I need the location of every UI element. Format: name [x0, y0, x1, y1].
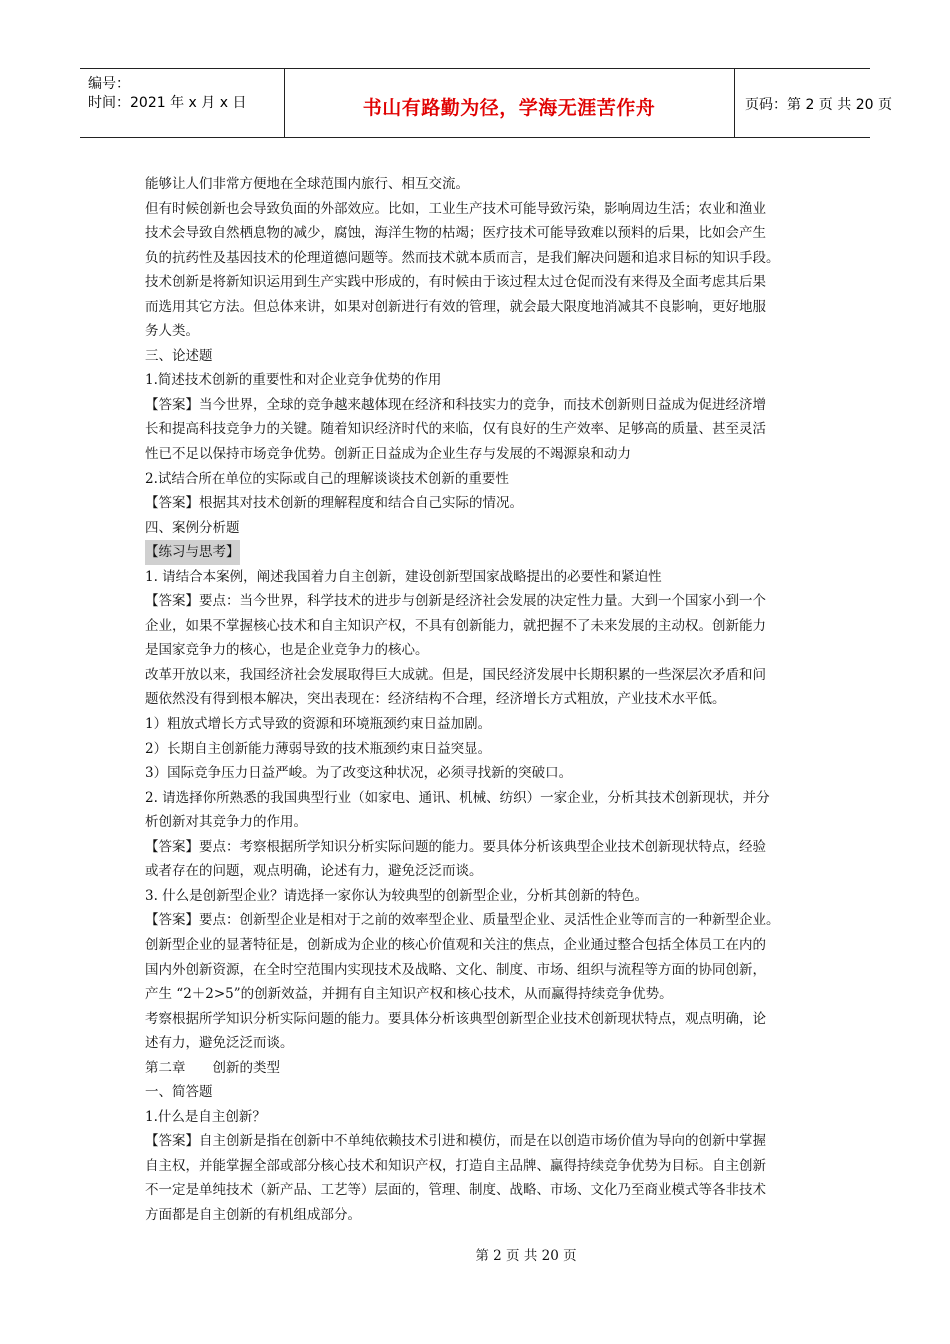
text-line — [145, 540, 810, 565]
line-text: 2. 请选择你所熟悉的我国典型行业（如家电、通讯、机械、纺织）一家企业，分析其技术创新现状，并分 — [145, 789, 770, 806]
footer-page-number: 第 2 页 共 20 页 — [475, 1248, 577, 1264]
text-line — [145, 958, 810, 983]
line-text: 不一定是单纯技术（新产品、工艺等）层面的，管理、制度、战略、市场、文化乃至商业模式等各非技术 — [145, 1182, 766, 1199]
line-text: 自主权，并能掌握全部或部分核心技术和知识产权，打造自主品牌、赢得持续竞争优势为目标。自主创新 — [145, 1157, 766, 1174]
line-text: 考察根据所学知识分析实际问题的能力。要具体分析该典型创新型企业技术创新现状特点，观点明确，论 — [145, 1010, 766, 1027]
text-line — [145, 1080, 810, 1105]
line-text: 负的抗药性及基因技术的伦理道德问题等。然而技术就本质而言，是我们解决问题和追求目标的知识手段。 — [145, 249, 780, 266]
text-line — [145, 417, 810, 442]
text-line — [145, 172, 810, 197]
text-line — [145, 638, 810, 663]
line-text: 方面都是自主创新的有机组成部分。 — [145, 1206, 361, 1223]
text-line — [145, 908, 810, 933]
motto: 书山有路勤为径，学海无涯苦作舟 — [362, 97, 656, 119]
document-body — [145, 172, 810, 1228]
text-line — [145, 614, 810, 639]
page-footer — [0, 1244, 950, 1264]
text-line — [145, 737, 810, 762]
line-text: 【答案】要点：考察根据所学知识分析实际问题的能力。要具体分析该典型企业技术创新现状特点，经验 — [145, 838, 766, 855]
text-line — [145, 221, 810, 246]
text-line — [145, 393, 810, 418]
line-text: 一、简答题 — [145, 1084, 213, 1101]
text-line — [145, 491, 810, 516]
text-line — [145, 687, 810, 712]
date-label: 时间：2021 年 x 月 x 日 — [88, 95, 247, 111]
line-text: 2.试结合所在单位的实际或自己的理解谈谈技术创新的重要性 — [145, 470, 509, 487]
text-line — [145, 663, 810, 688]
header-meta-cell — [80, 69, 285, 137]
text-line — [145, 786, 810, 811]
text-line — [145, 368, 810, 393]
line-text: 务人类。 — [145, 323, 199, 340]
header-table — [80, 68, 892, 138]
line-text: 题依然没有得到根本解决，突出表现在：经济结构不合理，经济增长方式粗放，产业技术水平低。 — [145, 691, 726, 708]
highlighted-heading: 【练习与思考】 — [145, 540, 240, 565]
line-text: 【答案】要点：创新型企业是相对于之前的效率型企业、质量型企业、灵活性企业等而言的一种新型企业。 — [145, 912, 780, 929]
text-line — [145, 1031, 810, 1056]
text-line — [145, 1007, 810, 1032]
text-line — [145, 516, 810, 541]
line-text: 创新型企业的显著特征是，创新成为企业的核心价值观和关注的焦点，企业通过整合包括全体员工在内的 — [145, 936, 766, 953]
line-text: 1.简述技术创新的重要性和对企业竞争优势的作用 — [145, 372, 442, 389]
line-text: 技术会导致自然栖息物的减少，腐蚀，海洋生物的枯竭；医疗技术可能导致难以预料的后果，比如会产生 — [145, 225, 766, 242]
text-line — [145, 810, 810, 835]
text-line — [145, 761, 810, 786]
line-text: 析创新对其竞争力的作用。 — [145, 814, 307, 831]
line-text: 产生 “2＋2>5”的创新效益，并拥有自主知识产权和核心技术，从而赢得持续竞争优势。 — [145, 986, 673, 1003]
text-line — [145, 565, 810, 590]
text-line — [145, 1105, 810, 1130]
line-text: 【答案】根据其对技术创新的理解程度和结合自己实际的情况。 — [145, 495, 523, 512]
text-line — [145, 295, 810, 320]
line-text: 或者存在的问题，观点明确，论述有力，避免泛泛而谈。 — [145, 863, 483, 880]
line-text: 三、论述题 — [145, 347, 213, 364]
text-line — [145, 1056, 810, 1081]
text-line — [145, 344, 810, 369]
line-text: 1）粗放式增长方式导致的资源和环境瓶颈约束日益加剧。 — [145, 716, 492, 733]
line-text: 国内外创新资源，在全时空范围内实现技术及战略、文化、制度、市场、组织与流程等方面的协同创新， — [145, 961, 766, 978]
text-line — [145, 442, 810, 467]
line-text: 是国家竞争力的核心，也是企业竞争力的核心。 — [145, 642, 429, 659]
line-text: 1.什么是自主创新？ — [145, 1108, 266, 1125]
text-line — [145, 246, 810, 271]
line-text: 而选用其它方法。但总体来讲，如果对创新进行有效的管理，就会最大限度地消减其不良影响，更好地服 — [145, 298, 766, 315]
text-line — [145, 589, 810, 614]
line-text: 【答案】当今世界，全球的竞争越来越体现在经济和科技实力的竞争，而技术创新则日益成为促进经济增 — [145, 396, 766, 413]
header-motto-cell — [284, 69, 735, 137]
line-text: 述有力，避免泛泛而谈。 — [145, 1035, 294, 1052]
text-line — [145, 197, 810, 222]
text-line — [145, 1203, 810, 1228]
line-text: 2）长期自主创新能力薄弱导致的技术瓶颈约束日益突显。 — [145, 740, 492, 757]
line-text: 改革开放以来，我国经济社会发展取得巨大成就。但是，国民经济发展中长期积累的一些深层次矛盾和问 — [145, 666, 766, 683]
page-info: 页码：第 2 页 共 20 页 — [745, 97, 892, 113]
line-text: 技术创新是将新知识运用到生产实践中形成的，有时候由于该过程太过仓促而没有来得及全面考虑其后果 — [145, 274, 766, 291]
line-text: 3. 什么是创新型企业？请选择一家你认为较典型的创新型企业，分析其创新的特色。 — [145, 887, 649, 904]
line-text: 3）国际竞争压力日益严峻。为了改变这种状况，必须寻找新的突破口。 — [145, 765, 573, 782]
text-line — [145, 835, 810, 860]
line-text: 能够让人们非常方便地在全球范围内旅行、相互交流。 — [145, 176, 469, 192]
text-line — [145, 933, 810, 958]
text-line — [145, 712, 810, 737]
line-text: 四、案例分析题 — [145, 519, 240, 536]
line-text: 【答案】要点：当今世界，科学技术的进步与创新是经济社会发展的决定性力量。大到一个国家小到一个 — [145, 593, 766, 610]
header-page-cell — [735, 69, 892, 137]
line-text: 企业，如果不掌握核心技术和自主知识产权，不具有创新能力，就把握不了未来发展的主动权。创新能力 — [145, 617, 766, 634]
text-line — [145, 982, 810, 1007]
line-text: 长和提高科技竞争力的关键。随着知识经济时代的来临，仅有良好的生产效率、足够高的质量、甚至灵活 — [145, 421, 766, 438]
text-line — [145, 884, 810, 909]
line-text: 但有时候创新也会导致负面的外部效应。比如，工业生产技术可能导致污染，影响周边生活；农业和渔业 — [145, 200, 766, 217]
text-line — [145, 859, 810, 884]
line-text: 性已不足以保持市场竞争优势。创新正日益成为企业生存与发展的不竭源泉和动力 — [145, 446, 631, 463]
line-text: 第二章 创新的类型 — [145, 1059, 280, 1076]
serial-label: 编号： — [88, 76, 130, 92]
text-line — [145, 1129, 810, 1154]
line-text: 【答案】自主创新是指在创新中不单纯依赖技术引进和模仿，而是在以创造市场价值为导向的创新中掌握 — [145, 1133, 766, 1150]
text-line — [145, 1178, 810, 1203]
text-line — [145, 270, 810, 295]
line-text: 1. 请结合本案例，阐述我国着力自主创新，建设创新型国家战略提出的必要性和紧迫性 — [145, 568, 662, 585]
text-line — [145, 1154, 810, 1179]
text-line — [145, 319, 810, 344]
text-line — [145, 467, 810, 492]
